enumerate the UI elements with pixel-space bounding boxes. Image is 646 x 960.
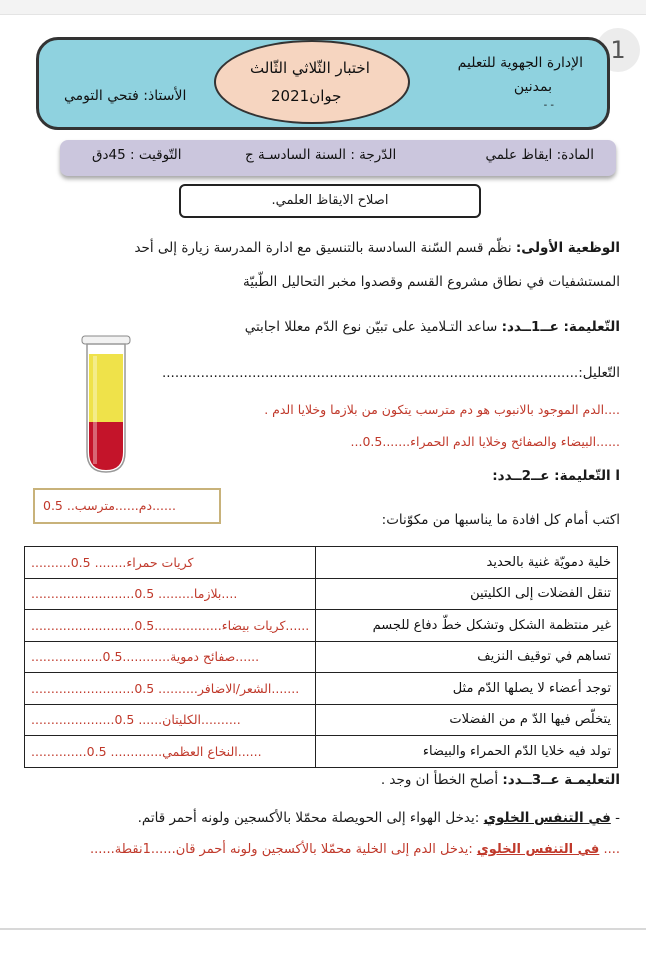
exam-title-ellipse: [214, 40, 410, 124]
situation-line2: المستشفيات في نطاق مشروع القسم وقصدوا مخبر التحاليل الطّبيّة: [242, 274, 620, 290]
statement-cell: تساهم في توقيف النزيف: [316, 641, 618, 673]
answer-cell: ..........كريات حمراء........ 0.5: [25, 547, 316, 579]
task2-label: ا التّعليمة: عــ2ــدد:: [492, 468, 620, 484]
teacher-name: الأستاذ: فتحي التومي: [64, 88, 187, 104]
statement-cell: تنقل الفضلات إلى الكليتين: [316, 578, 618, 610]
statement-cell: توجد أعضاء لا يصلها الدّم مثل: [316, 673, 618, 705]
statement-cell: تولد فيه خلايا الدّم الحمراء والبيضاء: [316, 736, 618, 768]
table-row: [25, 736, 618, 768]
task3-instruction: أصلح الخطأ ان وجد .: [380, 772, 499, 788]
page-number: 1: [596, 28, 640, 72]
task1-line: [245, 319, 620, 335]
task3-answer-term: في التنفس الخلوي: [476, 842, 600, 857]
answer-cell: ..............النخاع العظمي............. 0.5......: [25, 736, 316, 768]
task3-statement-term: في التنفس الخلوي: [483, 810, 611, 826]
tube-rim: [82, 336, 130, 344]
situation-text1: نظّم قسم السّنة السادسة بالتنسيق مع ادارة المدرسة زيارة إلى أحد: [134, 240, 512, 256]
task2-instruction: اكتب أمام كل افادة ما يناسبها من مكوّنات:: [381, 512, 620, 528]
task3-answer-prefix: ....: [603, 842, 620, 857]
admin-line3: - -: [543, 100, 554, 111]
top-edge: [0, 0, 646, 15]
task1-text: ساعد التـلاميذ على تبيّن نوع الدّم معللا اجابتي: [244, 319, 498, 335]
level-label: الدّرجة : السنة السادسـة ج: [245, 147, 397, 163]
components-table: [24, 546, 618, 768]
subject-label: المادة: ايقاظ علمي: [485, 147, 594, 163]
task3-answer: [90, 842, 620, 857]
admin-line1: الإدارة الجهوية للتعليم: [457, 55, 583, 71]
table-row: [25, 578, 618, 610]
situation-line1: [134, 240, 620, 256]
answer-cell: ..................صفائح دموية............0.5......: [25, 641, 316, 673]
task1-reason-label: التّعليل:.................................................................................................: [161, 365, 620, 381]
answer-cell: .....................الكليتان...... 0.5..........: [25, 704, 316, 736]
answer-cell: ..........................بلازما......... 0.5....: [25, 578, 316, 610]
admin-line2: بمدنين: [513, 79, 552, 95]
task3-line: [381, 772, 620, 788]
task3-statement-text: :يدخل الهواء إلى الحويصلة محمّلا بالأكسجين ولونه أحمر قاتم.: [137, 810, 480, 826]
answer-cell: ..........................الشعر/الاضافر.......... 0.5.......: [25, 673, 316, 705]
task3-answer-text: :يدخل الدم إلى الخلية محمّلا بالأكسجين ولونه أحمر قان......1نقطة......: [90, 842, 473, 857]
blood-type-answer-box: دم......مترسب.. 0.5......: [33, 488, 221, 524]
table-row: [25, 610, 618, 642]
blood-test-tube: [79, 334, 133, 476]
table-row: [25, 673, 618, 705]
table-row: [25, 704, 618, 736]
task3-dash: -: [615, 810, 620, 826]
exam-title: اختبار الثّلاثي الثّالث: [250, 59, 370, 77]
tube-highlight: [93, 356, 97, 464]
exam-date: جوان2021: [271, 87, 342, 105]
bottom-divider: [0, 928, 646, 930]
statement-cell: خلية دمويّة غنية بالحديد: [316, 547, 618, 579]
answer-cell: ..........................كريات بيضاء.................0.5......: [25, 610, 316, 642]
correction-title: اصلاح الايقاظ العلمي.: [179, 184, 481, 218]
table-row: [25, 641, 618, 673]
task1-answer-line2: ......البيضاء والصفائح وخلايا الدم الحمراء.......0.5...: [350, 434, 620, 449]
task3-label: التعليمـة عــ3ــدد:: [502, 772, 620, 788]
task1-label: التّعليمة: عــ1ــدد:: [501, 319, 620, 335]
duration-label: التّوقيت : 45دق: [92, 147, 182, 163]
statement-cell: غير منتظمة الشكل وتشكل خطّ دفاع للجسم: [316, 610, 618, 642]
situation-label: الوظعية الأولى:: [515, 240, 620, 256]
statement-cell: يتخلّص فيها الدّ م من الفضلات: [316, 704, 618, 736]
table-row: [25, 547, 618, 579]
task3-statement: [138, 810, 620, 826]
task1-answer-line1: ....الدم الموجود بالانبوب هو دم مترسب يتكون من بلازما وخلايا الدم .: [264, 402, 620, 417]
